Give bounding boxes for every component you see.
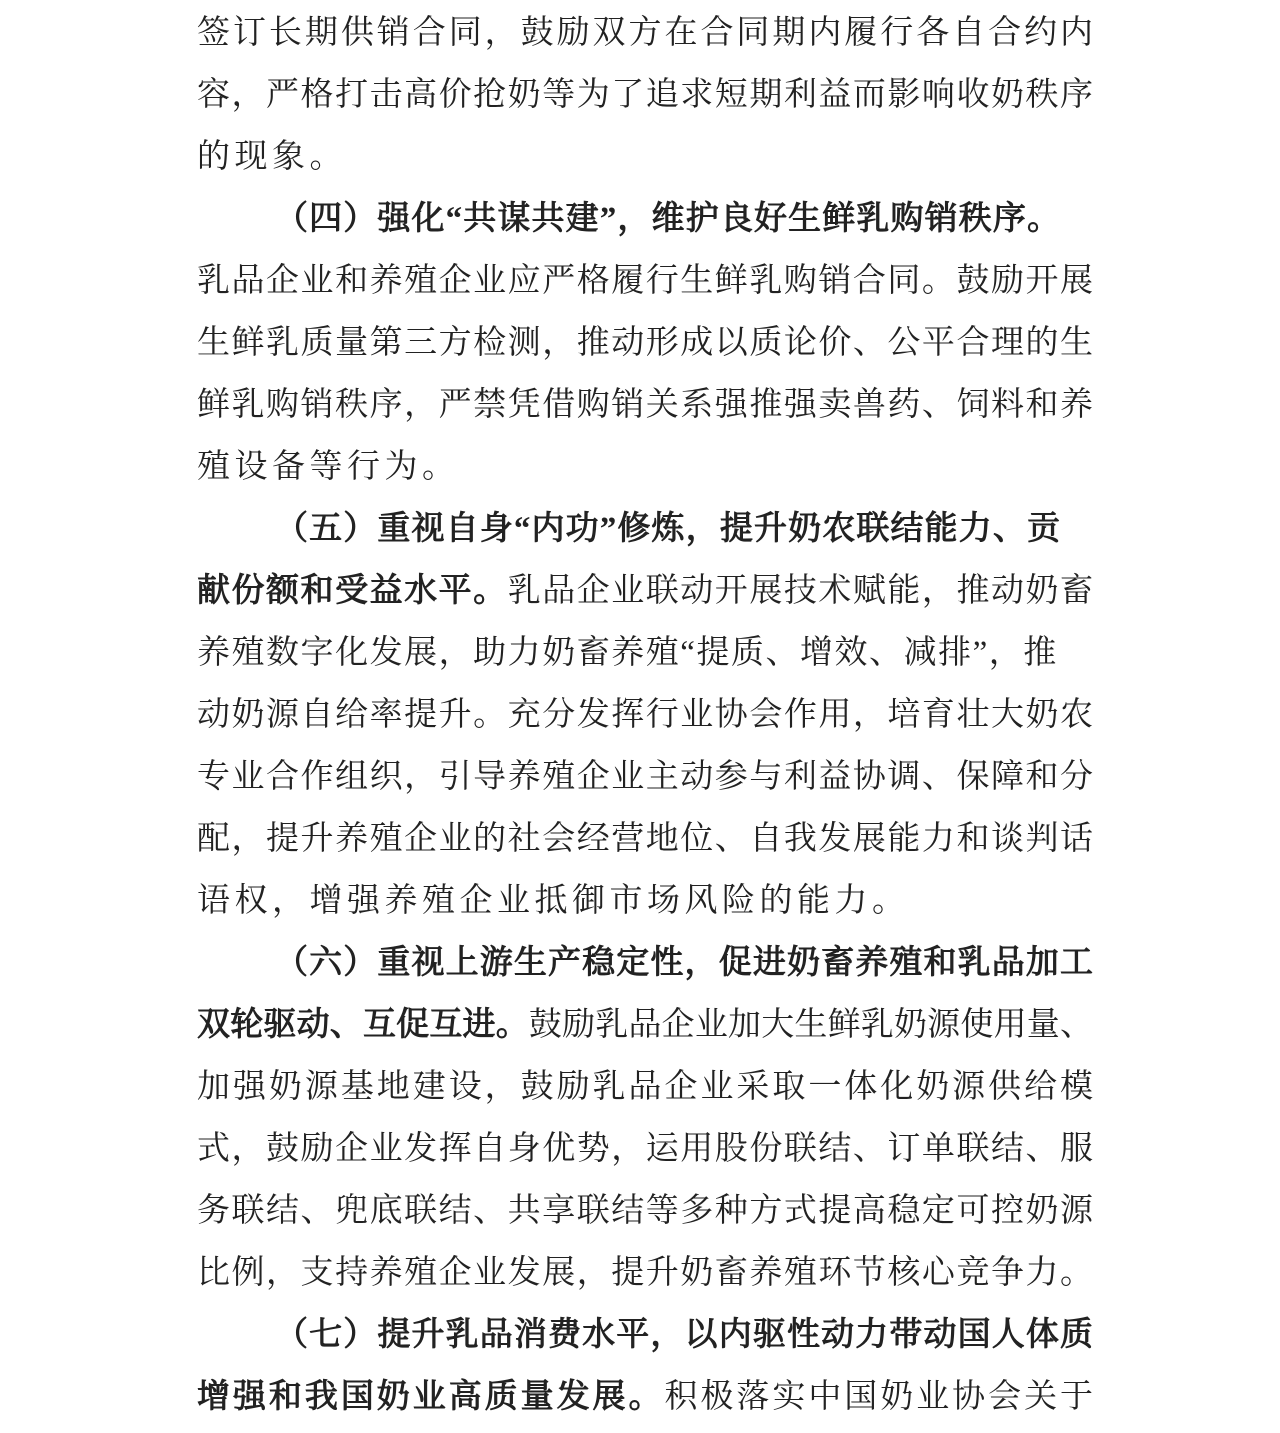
text-line	[197, 746, 1093, 808]
document-page	[197, 2, 1097, 1428]
text-line	[197, 1180, 1093, 1242]
body-text-segment: 加强奶源基地建设，鼓励乳品企业采取一体化奶源供给模	[197, 1069, 1096, 1105]
heading-text-segment: 献份额和受益水平。	[197, 573, 508, 609]
heading-text-segment: （五）重视自身“内功”修炼，提升奶农联结能力、贡	[275, 511, 1062, 547]
text-line	[197, 932, 1093, 994]
body-text-segment: 动奶源自给率提升。充分发挥行业协会作用，培育壮大奶农	[197, 697, 1095, 733]
body-text-segment: 生鲜乳质量第三方检测，推动形成以质论价、公平合理的生	[197, 325, 1095, 361]
text-line	[197, 374, 1093, 436]
body-text-segment: 殖设备等行为。	[197, 449, 460, 485]
body-text-segment: 语权，增强养殖企业抵御市场风险的能力。	[197, 883, 910, 919]
body-text-segment: 养殖数字化发展，助力奶畜养殖“提质、增效、减排”，推	[197, 635, 1058, 671]
body-text-segment: 鲜乳购销秩序，严禁凭借购销关系强推强卖兽药、饲料和养	[197, 387, 1095, 423]
body-text-segment: 签订长期供销合同，鼓励双方在合同期内履行各自合约内	[197, 15, 1096, 51]
text-line	[197, 1304, 1093, 1366]
text-line	[197, 250, 1093, 312]
body-text-segment: 容，严格打击高价抢奶等为了追求短期利益而影响收奶秩序	[197, 77, 1095, 113]
heading-text-segment: （六）重视上游生产稳定性，促进奶畜养殖和乳品加工	[275, 945, 1095, 981]
body-text-segment: 积极落实中国奶业协会关于	[664, 1379, 1097, 1415]
heading-text-segment: 双轮驱动、互促互进。	[197, 1007, 529, 1043]
heading-text-segment: （四）强化“共谋共建”，维护良好生鲜乳购销秩序。	[275, 201, 1062, 237]
body-text-segment: 专业合作组织，引导养殖企业主动参与利益协调、保障和分	[197, 759, 1095, 795]
text-line	[197, 312, 1093, 374]
text-line	[197, 808, 1093, 870]
text-line	[197, 436, 1093, 498]
text-line	[197, 622, 1093, 684]
body-text-segment: 的现象。	[197, 139, 347, 175]
text-line	[197, 1366, 1097, 1428]
body-text-segment: 式，鼓励企业发挥自身优势，运用股份联结、订单联结、服	[197, 1131, 1095, 1167]
body-text-segment: 比例，支持养殖企业发展，提升奶畜养殖环节核心竞争力。	[197, 1255, 1095, 1291]
text-line	[197, 2, 1096, 64]
text-line	[197, 560, 1093, 622]
text-line	[197, 126, 1093, 188]
text-line	[197, 994, 1093, 1056]
text-line	[197, 1118, 1093, 1180]
body-text-segment: 配，提升养殖企业的社会经营地位、自我发展能力和谈判话	[197, 821, 1095, 857]
text-line	[197, 498, 1093, 560]
text-line	[197, 870, 1093, 932]
body-text-segment: 乳品企业和养殖企业应严格履行生鲜乳购销合同。鼓励开展	[197, 263, 1095, 299]
text-line	[197, 1242, 1093, 1304]
heading-text-segment: 增强和我国奶业高质量发展。	[197, 1379, 665, 1415]
body-text-segment: 务联结、兜底联结、共享联结等多种方式提高稳定可控奶源	[197, 1193, 1095, 1229]
text-line	[197, 188, 1093, 250]
text-line	[197, 64, 1093, 126]
body-text-segment: 乳品企业联动开展技术赋能，推动奶畜	[507, 573, 1095, 609]
text-line	[197, 1056, 1096, 1118]
text-line	[197, 684, 1093, 746]
body-text-segment: 鼓励乳品企业加大生鲜乳奶源使用量、	[528, 1007, 1094, 1043]
heading-text-segment: （七）提升乳品消费水平，以内驱性动力带动国人体质	[275, 1317, 1095, 1353]
